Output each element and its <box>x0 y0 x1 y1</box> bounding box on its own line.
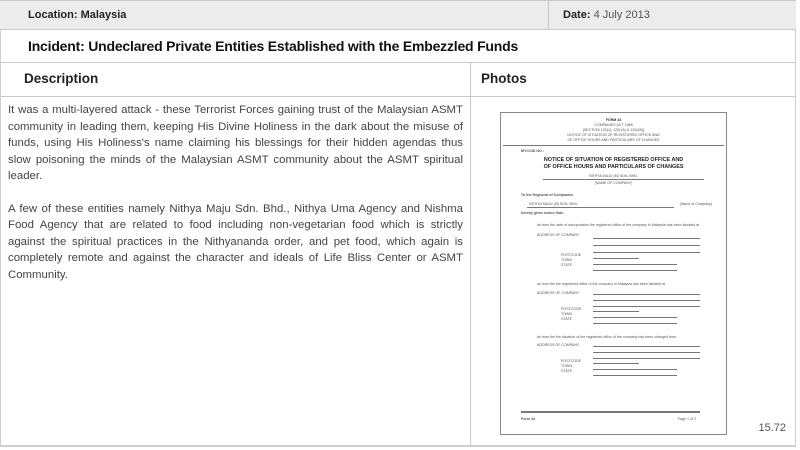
doc-divider <box>503 145 724 146</box>
doc-postcode-label: POSTCODE <box>561 359 582 363</box>
doc-line <box>593 369 677 370</box>
column-divider <box>470 97 471 447</box>
doc-line <box>527 207 674 208</box>
doc-address-label: ADDRESS OF COMPANY <box>537 343 580 347</box>
doc-line <box>593 306 700 307</box>
doc-line <box>593 238 700 239</box>
doc-name-underline <box>543 179 704 180</box>
doc-company-name: NITHYA MAJU (M) SDN. BHD. <box>588 174 639 178</box>
form-44-document-image <box>500 112 727 435</box>
doc-section-a: as from the date of incorporation the registered office of the company in Malaysia has been situated at <box>537 223 700 227</box>
date-value: 4 July 2013 <box>593 9 650 21</box>
doc-line <box>593 270 677 271</box>
description-paragraph: It was a multi-layered attack - these Terrorist Forces gaining trust of the Malaysian ASMT community in leading them, keeping His Divine Holiness in the dark about the misuse of funds, using His Holiness's name claiming his blessings for their hidden agendas thus slow poisoning the minds of the Malaysian ASMT community about the ASMT spiritual leader. <box>8 104 463 182</box>
doc-line <box>593 375 677 376</box>
header-row <box>0 0 796 30</box>
photos-header: Photos <box>481 71 527 86</box>
doc-subtitle-2: OF OFFICE HOURS AND PARTICULARS OF CHANGES <box>567 138 660 142</box>
doc-line <box>593 363 639 364</box>
doc-town-label: TOWN <box>561 312 572 316</box>
doc-company-no-label: MYCOID NO.: <box>521 149 544 153</box>
doc-line <box>593 352 700 353</box>
doc-company-name-2: NITHYA MAJU (M) SDN. BHD. <box>529 202 579 206</box>
doc-address-label: ADDRESS OF COMPANY <box>537 291 580 295</box>
doc-line <box>593 258 639 259</box>
doc-footer-left: Form 44 <box>521 417 535 421</box>
doc-line <box>593 300 700 301</box>
doc-section: [SECTION 120(1), 120(1A) & 120(1B)] <box>582 128 645 132</box>
doc-subtitle-1: NOTICE OF SITUATION OF REGISTERED OFFICE AND <box>567 133 660 137</box>
doc-line <box>593 317 677 318</box>
description-body <box>8 102 463 299</box>
incident-title: Incident: Undeclared Private Entities Established with the Embezzled Funds <box>28 38 519 54</box>
location-cell <box>28 9 126 21</box>
doc-address-label: ADDRESS OF COMPANY <box>537 233 580 237</box>
doc-name-caption: (NAME OF COMPANY) <box>594 181 633 185</box>
photos-header-cell <box>470 63 797 97</box>
doc-postcode-label: POSTCODE <box>561 253 582 257</box>
location-label: Location: <box>28 9 78 21</box>
doc-state-label: STATE <box>561 369 573 373</box>
doc-postcode-label: POSTCODE <box>561 307 582 311</box>
column-header-row <box>0 63 796 97</box>
doc-line <box>593 346 700 347</box>
doc-line <box>593 294 700 295</box>
doc-line <box>593 358 700 359</box>
doc-line <box>593 245 700 246</box>
doc-footer-right: Page 1 of 2 <box>677 417 696 421</box>
doc-section-c: as from the the situation of the registered office of the company has been changed from <box>537 335 677 339</box>
doc-line <box>593 323 677 324</box>
doc-act: COMPANIES ACT 1965 <box>594 123 633 127</box>
doc-state-label: STATE <box>561 263 573 267</box>
doc-town-label: TOWN <box>561 258 572 262</box>
doc-hereby: hereby gives notice that:- <box>521 211 565 215</box>
doc-to-registrar: To the Registrar of Companies <box>521 193 574 197</box>
doc-section-b: as from the the registered office of the company in Malaysia has been situated at <box>537 282 666 286</box>
location-value: Malaysia <box>80 9 127 21</box>
doc-line <box>593 311 639 312</box>
doc-title-line-1: NOTICE OF SITUATION OF REGISTERED OFFICE AND <box>543 157 684 163</box>
description-header: Description <box>24 71 99 86</box>
doc-title-line-2: OF OFFICE HOURS AND PARTICULARS OF CHANGES <box>543 164 684 170</box>
incident-row <box>0 30 796 63</box>
doc-state-label: STATE <box>561 317 573 321</box>
date-cell <box>548 1 797 30</box>
doc-name-right: (Name of Company) <box>679 202 712 206</box>
doc-footer-rule <box>521 411 700 413</box>
doc-line <box>593 264 677 265</box>
slide-number: 15.72 <box>758 422 786 434</box>
doc-town-label: TOWN <box>561 364 572 368</box>
doc-line <box>593 252 700 253</box>
date-label: Date: <box>563 9 591 21</box>
doc-form-no: FORM 44 <box>605 118 622 122</box>
description-paragraph: A few of these entities namely Nithya Maju Sdn. Bhd., Nithya Uma Agency and Nishma Food Agency that are related to food including non-vegetarian food which is strictly against the spiritual practices in the Nithyananda order, and pet food, which again is completely remote and against the character and ideals of Life Bliss Center or ASMT Community. <box>8 202 463 281</box>
